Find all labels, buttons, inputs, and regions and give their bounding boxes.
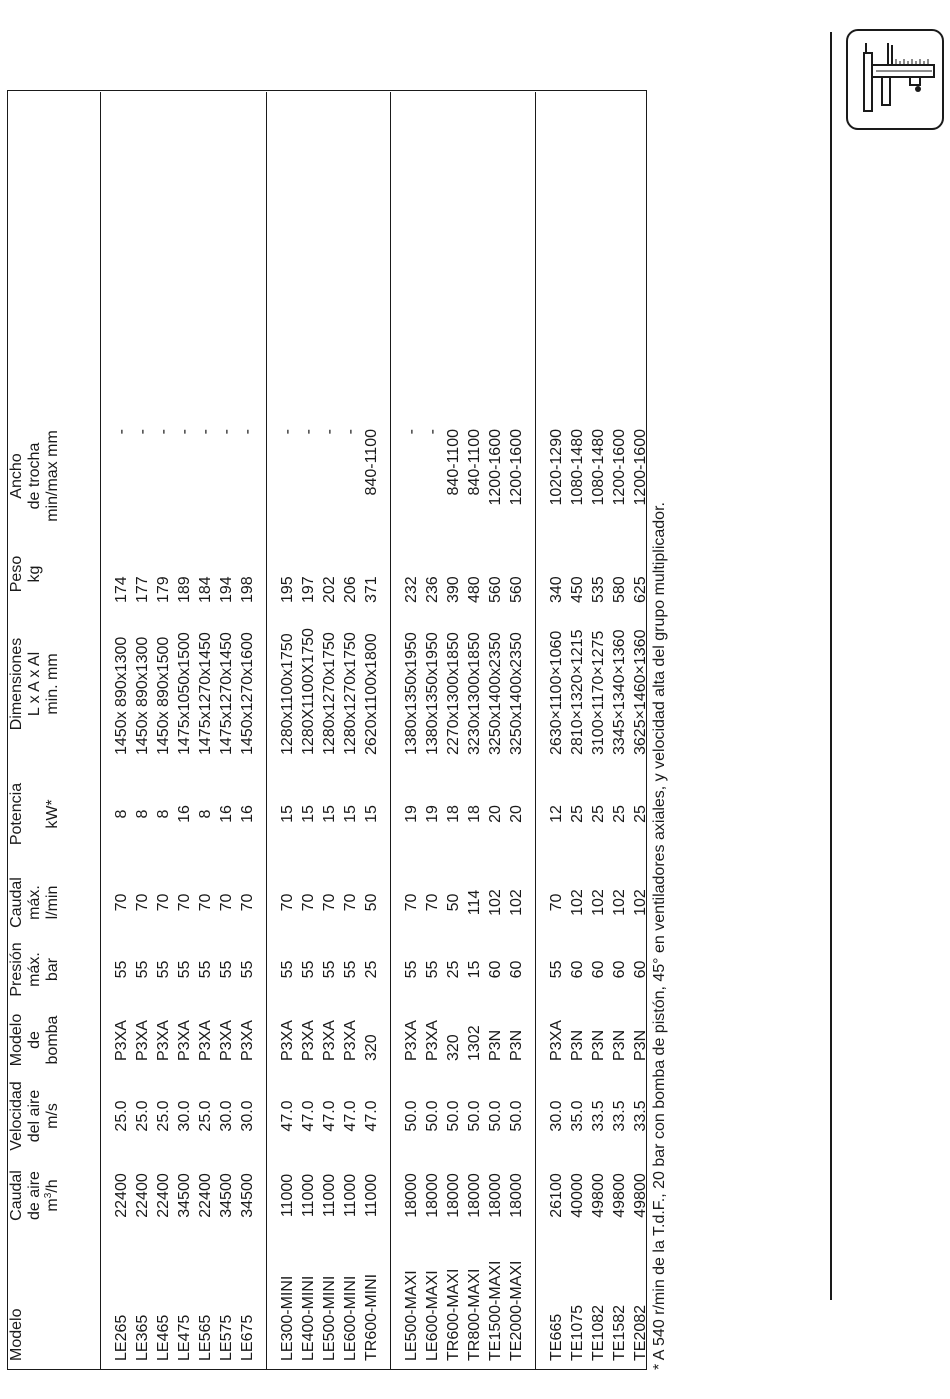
cell-caudal-aire: 34500 — [176, 1173, 193, 1218]
cell-presion: 60 — [611, 960, 628, 979]
cell-velocidad: 30.0 — [218, 1100, 235, 1132]
cell-caudal-max: 114 — [466, 889, 483, 916]
cell-presion: 55 — [403, 960, 420, 979]
cell-peso: 179 — [155, 576, 172, 603]
cell-dimensiones: 1475x1270x1450 — [218, 632, 235, 755]
cell-velocidad: 33.5 — [611, 1100, 628, 1132]
col-header-dimensiones: Dimensiones L x A x Al min. mm — [8, 609, 101, 759]
cell-dimensiones: 2810×1320×1215 — [569, 629, 586, 755]
cell-caudal-max: 70 — [403, 893, 420, 912]
cell-peso: 535 — [590, 576, 607, 603]
cell-potencia: 18 — [466, 805, 483, 823]
cell-ancho-value: - — [342, 429, 359, 435]
cell-peso: 390 — [445, 576, 462, 603]
cell-presion: 55 — [113, 960, 130, 979]
cell-ancho — [195, 92, 216, 539]
cell-ancho — [101, 92, 133, 539]
cell-presion: 55 — [300, 960, 317, 979]
cell-presion: 60 — [569, 960, 586, 979]
cell-peso: 194 — [218, 576, 235, 603]
cell-ancho — [464, 92, 485, 539]
cell-dimensiones: 1280X1100X1750 — [300, 628, 317, 755]
table-row — [588, 92, 609, 1369]
cell-peso: 189 — [176, 576, 193, 603]
cell-modelo: LE465 — [155, 1314, 172, 1361]
cell-ancho-value: 1020-1290 — [548, 429, 565, 506]
cell-potencia: 19 — [403, 805, 420, 823]
cell-caudal-aire: 40000 — [569, 1173, 586, 1218]
cell-modelo: TE1582 — [611, 1304, 628, 1361]
table-row — [298, 92, 319, 1369]
cell-caudal-max: 70 — [300, 893, 317, 912]
cell-presion: 60 — [590, 960, 607, 979]
cell-ancho — [216, 92, 237, 539]
cell-potencia: 12 — [548, 805, 565, 823]
cell-ancho-value: - — [113, 429, 130, 435]
cell-potencia: 16 — [218, 805, 235, 823]
table-row — [195, 92, 216, 1369]
cell-ancho-value: 840-1100 — [466, 429, 483, 496]
cell-potencia: 15 — [342, 805, 359, 823]
cell-presion: 55 — [321, 960, 338, 979]
cell-modelo-bomba: P3XA — [155, 1020, 172, 1061]
cell-modelo: LE475 — [176, 1314, 193, 1361]
cell-velocidad: 50.0 — [424, 1100, 441, 1132]
cell-velocidad: 50.0 — [466, 1100, 483, 1132]
cell-modelo-bomba: P3XA — [134, 1020, 151, 1061]
header-row — [8, 92, 101, 1369]
cell-modelo: LE300-MINI — [279, 1275, 296, 1361]
cell-ancho-value: 1080-1480 — [590, 429, 607, 506]
cell-modelo-bomba: P3N — [590, 1029, 607, 1061]
cell-dimensiones: 1280x1270x1750 — [321, 632, 338, 755]
cell-presion: 55 — [197, 960, 214, 979]
cell-ancho — [298, 92, 319, 539]
cell-ancho — [567, 92, 588, 539]
cell-presion: 55 — [134, 960, 151, 979]
cell-dimensiones: 3250x1400x2350 — [487, 632, 504, 755]
row-group-1 — [101, 92, 267, 1369]
cell-caudal-aire: 26100 — [548, 1173, 565, 1218]
cell-potencia: 8 — [197, 809, 214, 819]
cell-modelo: LE500-MAXI — [403, 1270, 420, 1361]
cell-modelo: TE2000-MAXI — [508, 1260, 525, 1361]
cell-modelo: LE575 — [218, 1314, 235, 1361]
cell-modelo-bomba: P3XA — [113, 1020, 130, 1061]
cell-presion: 60 — [487, 960, 504, 979]
cell-velocidad: 50.0 — [403, 1100, 420, 1132]
cell-caudal-max: 50 — [445, 893, 462, 912]
cell-potencia: 19 — [424, 805, 441, 823]
cell-ancho-value: - — [239, 429, 256, 435]
rotated-spec-sheet — [2, 80, 668, 1390]
cell-presion: 55 — [279, 960, 296, 979]
cell-ancho-value: - — [403, 429, 420, 435]
cell-caudal-aire: 18000 — [487, 1173, 504, 1218]
cell-modelo: LE265 — [113, 1314, 130, 1361]
cell-caudal-max: 102 — [487, 889, 504, 916]
cell-modelo-bomba: P3XA — [300, 1020, 317, 1061]
side-rule — [830, 32, 832, 1300]
cell-ancho — [422, 92, 443, 539]
table-row — [340, 92, 361, 1369]
cell-modelo-bomba: P3N — [632, 1029, 649, 1061]
cell-presion: 55 — [176, 960, 193, 979]
table-row — [536, 92, 568, 1369]
table-row — [485, 92, 506, 1369]
table-row — [132, 92, 153, 1369]
cell-presion: 25 — [363, 960, 380, 979]
spec-table — [8, 92, 659, 1369]
cell-caudal-aire: 11000 — [363, 1173, 380, 1218]
cell-caudal-aire: 11000 — [321, 1173, 338, 1218]
table-row — [567, 92, 588, 1369]
cell-velocidad: 33.5 — [632, 1100, 649, 1132]
cell-ancho-value: - — [134, 429, 151, 435]
row-group-2 — [267, 92, 391, 1369]
table-row — [609, 92, 630, 1369]
cell-modelo-bomba: P3N — [611, 1029, 628, 1061]
cell-presion: 60 — [508, 960, 525, 979]
cell-ancho-value: 1200-1600 — [508, 429, 525, 506]
caliper-icon — [846, 29, 944, 130]
cell-velocidad: 30.0 — [176, 1100, 193, 1132]
cell-potencia: 8 — [113, 809, 130, 819]
cell-ancho — [237, 92, 267, 539]
cell-modelo: TE1082 — [590, 1304, 607, 1361]
cell-caudal-aire: 49800 — [611, 1173, 628, 1218]
cell-peso: 480 — [466, 576, 483, 603]
table-row — [464, 92, 485, 1369]
cell-ancho-value: - — [197, 429, 214, 435]
cell-peso: 371 — [363, 576, 380, 603]
cell-modelo: LE365 — [134, 1314, 151, 1361]
cell-velocidad: 33.5 — [590, 1100, 607, 1132]
cell-potencia: 8 — [155, 809, 172, 819]
cell-ancho-value: 1200-1600 — [487, 429, 504, 506]
cell-caudal-aire: 18000 — [403, 1173, 420, 1218]
cell-caudal-max: 102 — [569, 889, 586, 916]
table-row — [174, 92, 195, 1369]
cell-caudal-aire: 34500 — [239, 1173, 256, 1218]
cell-velocidad: 25.0 — [113, 1100, 130, 1132]
cell-ancho-value: - — [279, 429, 296, 435]
cell-ancho — [174, 92, 195, 539]
cell-dimensiones: 2630×1100×1060 — [548, 630, 565, 755]
cell-velocidad: 25.0 — [134, 1100, 151, 1132]
cell-modelo: LE565 — [197, 1314, 214, 1361]
cell-ancho — [609, 92, 630, 539]
cell-modelo-bomba: P3XA — [321, 1020, 338, 1061]
cell-caudal-max: 102 — [590, 889, 607, 916]
cell-presion: 25 — [445, 960, 462, 979]
cell-potencia: 15 — [321, 805, 338, 823]
cell-peso: 236 — [424, 576, 441, 603]
cell-modelo-bomba: P3N — [487, 1029, 504, 1061]
cell-velocidad: 47.0 — [321, 1100, 338, 1132]
cell-caudal-max: 70 — [342, 893, 359, 912]
cell-caudal-aire: 49800 — [590, 1173, 607, 1218]
col-header-modelo: Modelo — [8, 1236, 101, 1369]
cell-caudal-aire: 11000 — [279, 1173, 296, 1218]
cell-potencia: 20 — [508, 805, 525, 823]
cell-caudal-aire: 22400 — [134, 1173, 151, 1218]
cell-ancho — [132, 92, 153, 539]
cell-modelo: LE500-MINI — [321, 1275, 338, 1361]
cell-dimensiones: 1450x 890x1300 — [113, 636, 130, 755]
cell-velocidad: 50.0 — [445, 1100, 462, 1132]
cell-modelo: TE1500-MAXI — [487, 1260, 504, 1361]
cell-peso: 625 — [632, 576, 649, 603]
cell-presion: 55 — [424, 960, 441, 979]
table-row — [506, 92, 536, 1369]
cell-caudal-aire: 11000 — [300, 1173, 317, 1218]
cell-caudal-max: 70 — [548, 893, 565, 912]
cell-presion: 55 — [548, 960, 565, 979]
cell-velocidad: 50.0 — [487, 1100, 504, 1132]
table-row — [267, 92, 299, 1369]
cell-ancho — [361, 92, 391, 539]
cell-modelo: TE665 — [548, 1313, 565, 1361]
cell-caudal-aire: 22400 — [155, 1173, 172, 1218]
cell-presion: 55 — [155, 960, 172, 979]
cell-modelo-bomba: P3XA — [279, 1020, 296, 1061]
cell-caudal-aire: 18000 — [508, 1173, 525, 1218]
cell-dimensiones: 1380x1350x1950 — [424, 632, 441, 755]
cell-potencia: 25 — [590, 805, 607, 823]
cell-ancho-value: - — [176, 429, 193, 435]
cell-velocidad: 30.0 — [239, 1100, 256, 1132]
cell-ancho — [391, 92, 423, 539]
cell-ancho — [630, 92, 659, 539]
cell-peso: 174 — [113, 576, 130, 603]
cell-caudal-aire: 18000 — [445, 1173, 462, 1218]
cell-modelo: TR800-MAXI — [466, 1268, 483, 1361]
col-header-caudal-aire: Caudal de aire $m^3/h$ — [8, 1155, 101, 1236]
cell-modelo-bomba: P3XA — [197, 1020, 214, 1061]
col-header-presion: Presión máx. bar — [8, 936, 101, 1003]
table-row — [319, 92, 340, 1369]
table-row — [216, 92, 237, 1369]
cell-dimensiones: 3345×1340×1360 — [611, 629, 628, 755]
cell-caudal-max: 50 — [363, 893, 380, 912]
cell-modelo: TE2082 — [632, 1304, 649, 1361]
cell-modelo-bomba: P3XA — [424, 1020, 441, 1061]
cell-peso: 560 — [487, 576, 504, 603]
cell-caudal-max: 102 — [611, 889, 628, 916]
cell-peso: 560 — [508, 576, 525, 603]
row-group-4 — [536, 92, 660, 1369]
cell-peso: 197 — [300, 576, 317, 603]
cell-potencia: 16 — [239, 805, 256, 823]
cell-ancho — [319, 92, 340, 539]
cell-potencia: 25 — [569, 805, 586, 823]
cell-velocidad: 47.0 — [279, 1100, 296, 1132]
cell-ancho-value: 840-1100 — [363, 429, 380, 496]
cell-potencia: 15 — [279, 805, 296, 823]
cell-presion: 55 — [239, 960, 256, 979]
cell-dimensiones: 3230x1300x1850 — [466, 632, 483, 755]
cell-caudal-max: 70 — [239, 893, 256, 912]
cell-velocidad: 25.0 — [155, 1100, 172, 1132]
cell-modelo: LE600-MINI — [342, 1275, 359, 1361]
table-row — [422, 92, 443, 1369]
cell-caudal-max: 70 — [218, 893, 235, 912]
cell-velocidad: 47.0 — [363, 1100, 380, 1132]
cell-peso: 202 — [321, 576, 338, 603]
cell-modelo-bomba: 320 — [363, 1034, 380, 1061]
cell-modelo-bomba: 320 — [445, 1034, 462, 1061]
table-row — [237, 92, 267, 1369]
table-row — [153, 92, 174, 1369]
footnote: * A 540 r/min de la T.d.F., 20 bar con bomba de pistón, 45° en ventiladores axiales, y velocidad alta del grupo multiplicador. — [651, 502, 668, 1370]
cell-caudal-aire: 49800 — [632, 1173, 649, 1218]
cell-ancho — [506, 92, 536, 539]
cell-potencia: 20 — [487, 805, 504, 823]
cell-velocidad: 47.0 — [342, 1100, 359, 1132]
cell-modelo: LE675 — [239, 1314, 256, 1361]
cell-modelo: TE1075 — [569, 1304, 586, 1361]
cell-ancho — [153, 92, 174, 539]
cell-dimensiones: 3625×1460×1360 — [632, 629, 649, 755]
cell-caudal-aire: 22400 — [197, 1173, 214, 1218]
spec-table-frame — [7, 90, 647, 1370]
cell-ancho-value: 1080-1480 — [569, 429, 586, 506]
col-header-velocidad: Velocidad del aire m/s — [8, 1077, 101, 1155]
cell-caudal-aire: 22400 — [113, 1173, 130, 1218]
cell-dimensiones: 1475x1270x1450 — [197, 632, 214, 755]
cell-dimensiones: 1280x1100x1750 — [279, 633, 296, 755]
cell-ancho-value: 1200-1600 — [632, 429, 649, 506]
cell-dimensiones: 2620x1100x1800 — [363, 633, 380, 755]
cell-modelo-bomba: P3XA — [548, 1020, 565, 1061]
cell-dimensiones: 2270x1300x1850 — [445, 632, 462, 755]
cell-peso: 340 — [548, 576, 565, 603]
cell-modelo-bomba: P3XA — [218, 1020, 235, 1061]
cell-potencia: 25 — [632, 805, 649, 823]
cell-ancho-value: - — [424, 429, 441, 435]
cell-modelo-bomba: P3XA — [342, 1020, 359, 1061]
cell-dimensiones: 1280x1270x1750 — [342, 632, 359, 755]
cell-potencia: 16 — [176, 805, 193, 823]
cell-modelo-bomba: P3N — [569, 1029, 586, 1061]
cell-ancho-value: - — [218, 429, 235, 435]
cell-dimensiones: 1450x 890x1500 — [155, 636, 172, 755]
table-row — [391, 92, 423, 1369]
cell-potencia: 15 — [363, 805, 380, 823]
col-header-ancho: Ancho de trocha min/max mm — [8, 92, 101, 539]
cell-caudal-max: 102 — [508, 889, 525, 916]
cell-dimensiones: 1475x1050x1500 — [176, 632, 193, 755]
cell-caudal-max: 70 — [134, 893, 151, 912]
row-group-3 — [391, 92, 536, 1369]
table-row — [361, 92, 391, 1369]
col-header-peso: Peso kg — [8, 539, 101, 609]
cell-modelo-bomba: P3XA — [176, 1020, 193, 1061]
cell-presion: 55 — [342, 960, 359, 979]
cell-velocidad: 47.0 — [300, 1100, 317, 1132]
cell-velocidad: 35.0 — [569, 1100, 586, 1132]
cell-ancho — [485, 92, 506, 539]
cell-caudal-aire: 18000 — [466, 1173, 483, 1218]
cell-potencia: 25 — [611, 805, 628, 823]
cell-modelo-bomba: P3XA — [239, 1020, 256, 1061]
cell-modelo: TR600-MINI — [363, 1273, 380, 1361]
cell-ancho — [340, 92, 361, 539]
cell-modelo: TR600-MAXI — [445, 1268, 462, 1361]
cell-caudal-max: 70 — [197, 893, 214, 912]
cell-modelo-bomba: 1302 — [466, 1025, 483, 1061]
cell-ancho-value: - — [155, 429, 172, 435]
cell-peso: 232 — [403, 576, 420, 603]
cell-presion: 60 — [632, 960, 649, 979]
cell-peso: 450 — [569, 576, 586, 603]
cell-ancho-value: - — [300, 429, 317, 435]
col-header-modelo-bomba: Modelo de bomba — [8, 1003, 101, 1077]
cell-caudal-aire: 18000 — [424, 1173, 441, 1218]
table-row — [443, 92, 464, 1369]
cell-potencia: 8 — [134, 809, 151, 819]
cell-dimensiones: 1450x 890x1300 — [134, 636, 151, 755]
cell-potencia: 18 — [445, 805, 462, 823]
cell-velocidad: 30.0 — [548, 1100, 565, 1132]
cell-modelo: LE600-MAXI — [424, 1270, 441, 1361]
col-header-potencia: Potencia kW* — [8, 759, 101, 869]
cell-ancho — [536, 92, 568, 539]
cell-ancho — [443, 92, 464, 539]
cell-caudal-max: 70 — [321, 893, 338, 912]
cell-ancho-value: - — [321, 429, 338, 435]
caliper-drawing — [848, 31, 942, 128]
cell-dimensiones: 1380x1350x1950 — [403, 632, 420, 755]
cell-caudal-max: 70 — [424, 893, 441, 912]
cell-ancho — [267, 92, 299, 539]
cell-dimensiones: 3250x1400x2350 — [508, 632, 525, 755]
cell-ancho — [588, 92, 609, 539]
cell-caudal-max: 70 — [176, 893, 193, 912]
cell-ancho-value: 1200-1600 — [611, 429, 628, 506]
cell-caudal-aire: 34500 — [218, 1173, 235, 1218]
cell-peso: 580 — [611, 576, 628, 603]
cell-potencia: 15 — [300, 805, 317, 823]
cell-peso: 177 — [134, 576, 151, 603]
cell-presion: 15 — [466, 960, 483, 979]
cell-caudal-aire: 11000 — [342, 1173, 359, 1218]
cell-dimensiones: 1450x1270x1600 — [239, 632, 256, 755]
cell-caudal-max: 70 — [113, 893, 130, 912]
cell-presion: 55 — [218, 960, 235, 979]
cell-peso: 206 — [342, 576, 359, 603]
cell-modelo-bomba: P3N — [508, 1029, 525, 1061]
cell-modelo-bomba: P3XA — [403, 1020, 420, 1061]
cell-ancho-value: 840-1100 — [445, 429, 462, 496]
cell-velocidad: 25.0 — [197, 1100, 214, 1132]
cell-caudal-max: 70 — [155, 893, 172, 912]
cell-modelo: LE400-MINI — [300, 1275, 317, 1361]
cell-velocidad: 50.0 — [508, 1100, 525, 1132]
table-row — [101, 92, 133, 1369]
col-header-caudal-max: Caudal máx. l/min — [8, 869, 101, 936]
cell-peso: 198 — [239, 576, 256, 603]
cell-caudal-max: 102 — [632, 889, 649, 916]
cell-dimensiones: 3100×1170×1275 — [590, 630, 607, 755]
cell-peso: 184 — [197, 576, 214, 603]
cell-caudal-max: 70 — [279, 893, 296, 912]
cell-peso: 195 — [279, 576, 296, 603]
